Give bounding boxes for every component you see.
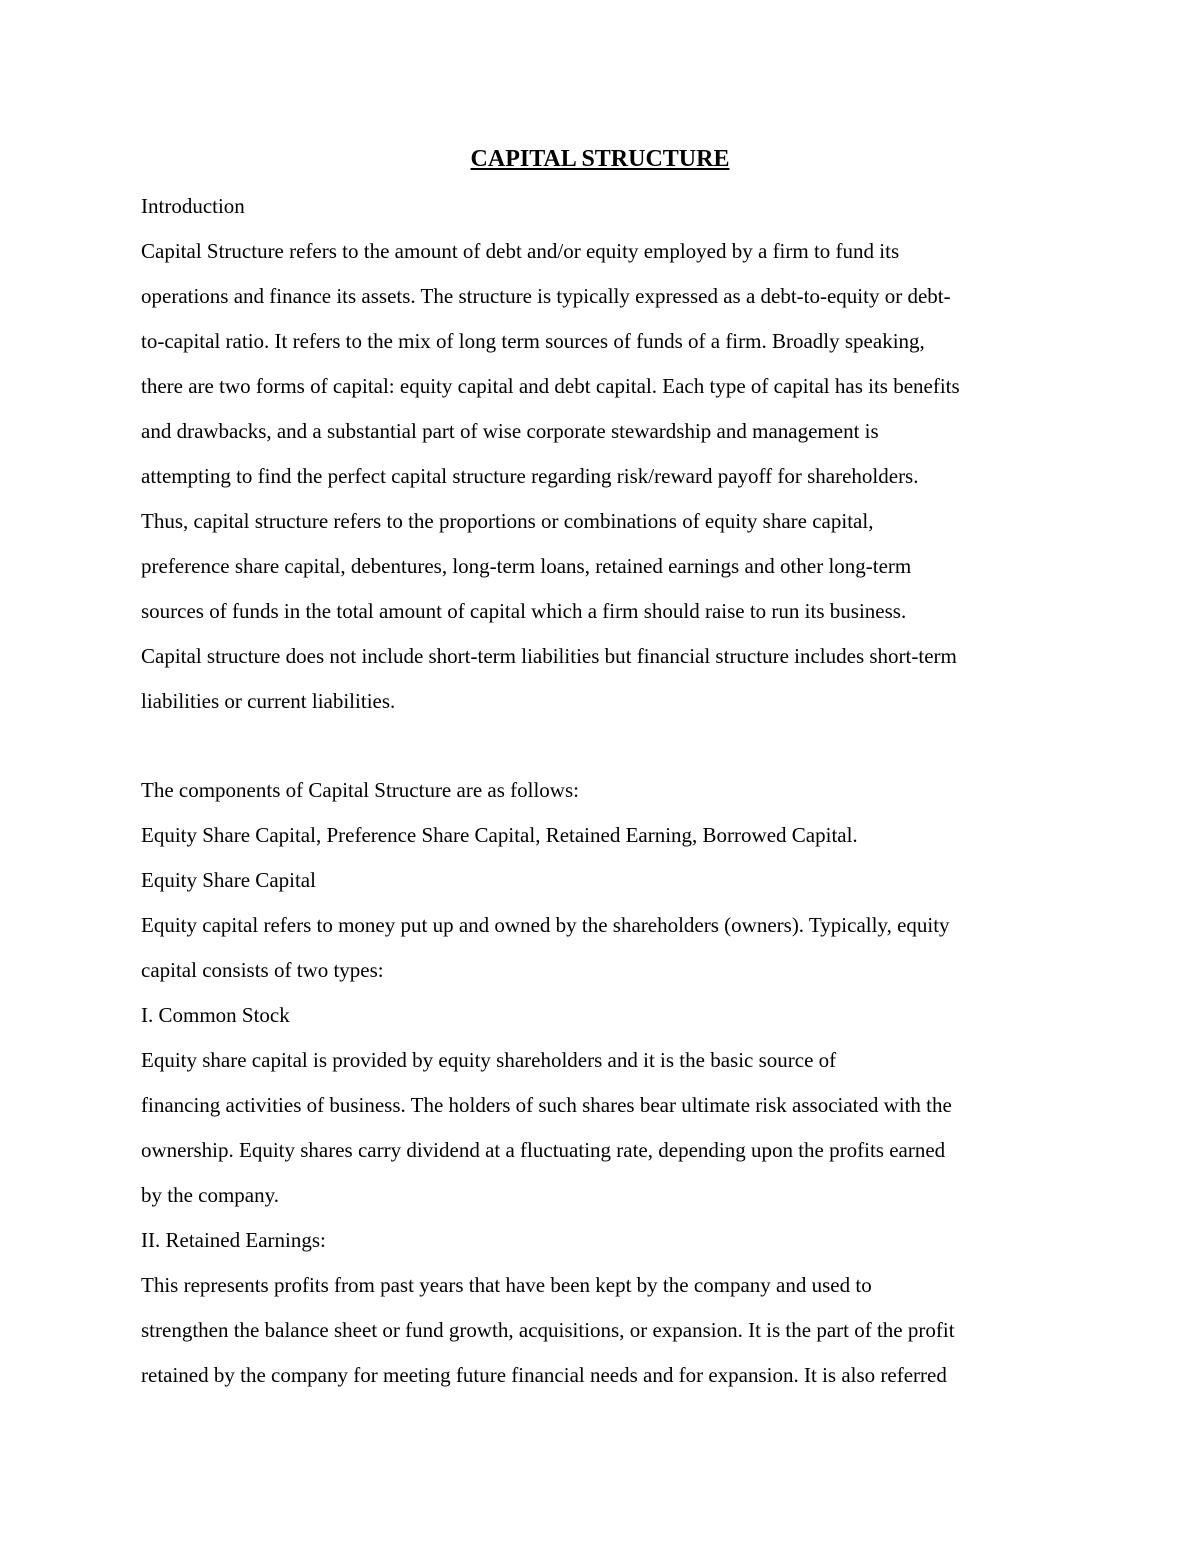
text-line: The components of Capital Structure are as follows: <box>141 778 579 802</box>
text-line: Capital Structure refers to the amount of debt and/or equity employed by a firm to fund its <box>141 239 900 263</box>
text-line: Equity Share Capital, Preference Share Capital, Retained Earning, Borrowed Capital. <box>141 823 858 847</box>
text-line: capital consists of two types: <box>141 958 384 982</box>
text-line: retained by the company for meeting future financial needs and for expansion. It is also referred <box>141 1363 947 1387</box>
text-line: and drawbacks, and a substantial part of wise corporate stewardship and management is <box>141 419 879 443</box>
text-line: Introduction <box>141 194 245 218</box>
text-line: Capital structure does not include short-term liabilities but financial structure includes short-term <box>141 644 957 668</box>
text-line: to-capital ratio. It refers to the mix of long term sources of funds of a firm. Broadly speaking, <box>141 329 925 353</box>
text-line: operations and finance its assets. The structure is typically expressed as a debt-to-equity or debt- <box>141 284 951 308</box>
document-title: CAPITAL STRUCTURE <box>470 146 730 172</box>
text-line: liabilities or current liabilities. <box>141 689 396 713</box>
text-line: by the company. <box>141 1183 280 1207</box>
section-heading: Equity Share Capital <box>141 868 316 892</box>
section-heading: I. Common Stock <box>141 1003 290 1027</box>
section-heading: II. Retained Earnings: <box>141 1228 326 1252</box>
text-line: financing activities of business. The holders of such shares bear ultimate risk associated with the <box>141 1093 952 1117</box>
text-line: there are two forms of capital: equity capital and debt capital. Each type of capital has its benefits <box>141 374 960 398</box>
text-line: attempting to find the perfect capital structure regarding risk/reward payoff for shareholders. <box>141 464 919 488</box>
text-line: Equity share capital is provided by equity shareholders and it is the basic source of <box>141 1048 837 1072</box>
text-line: preference share capital, debentures, long-term loans, retained earnings and other long-term <box>141 554 912 578</box>
text-line: This represents profits from past years that have been kept by the company and used to <box>141 1273 872 1297</box>
text-line: Thus, capital structure refers to the proportions or combinations of equity share capital, <box>141 509 874 533</box>
text-line: sources of funds in the total amount of capital which a firm should raise to run its business. <box>141 599 907 623</box>
text-line: Equity capital refers to money put up and owned by the shareholders (owners). Typically, equity <box>141 913 950 937</box>
text-line: strengthen the balance sheet or fund growth, acquisitions, or expansion. It is the part of the profit <box>141 1318 955 1342</box>
text-line: ownership. Equity shares carry dividend at a fluctuating rate, depending upon the profits earned <box>141 1138 946 1162</box>
